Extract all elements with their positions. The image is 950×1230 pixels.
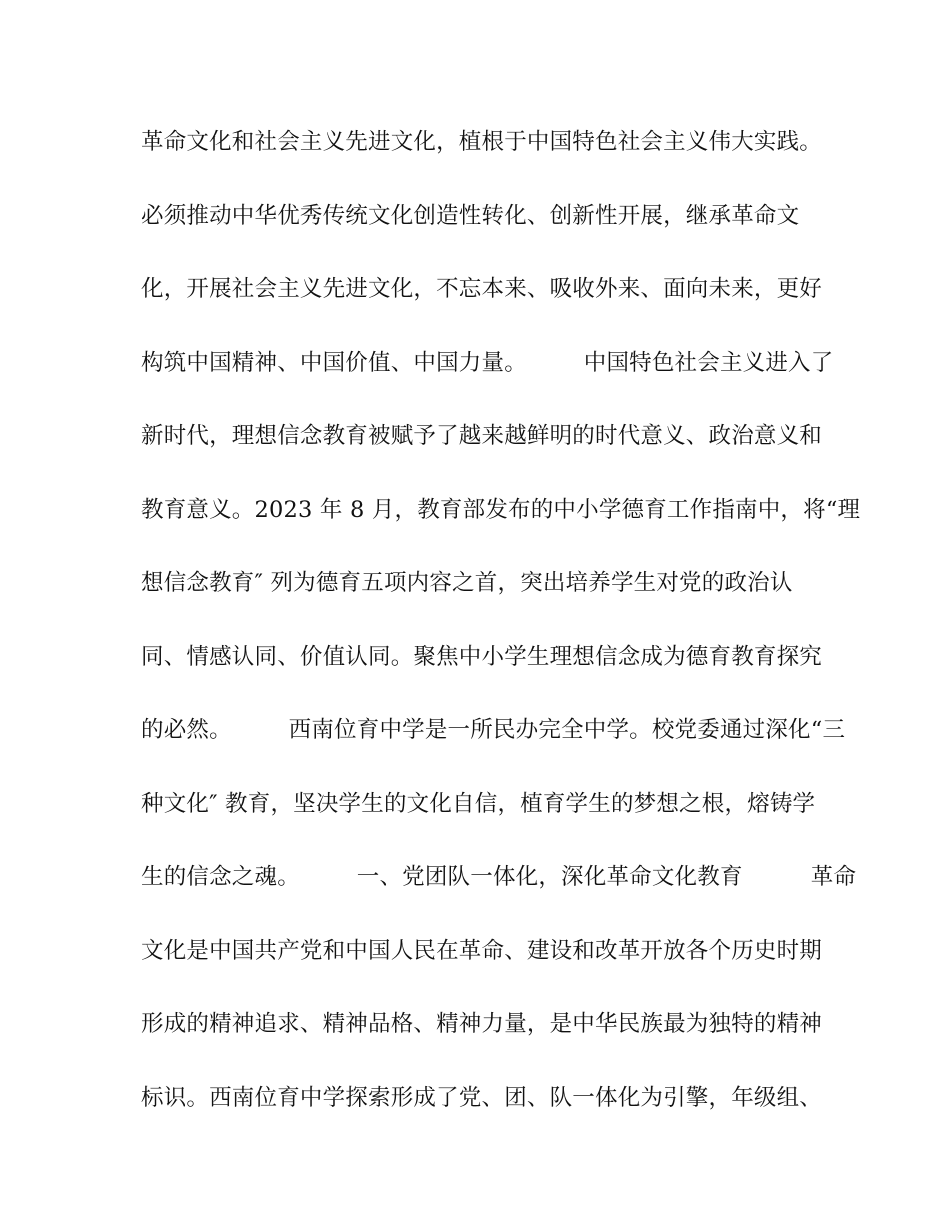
text-line: 同、情感认同、价值认同。聚焦中小学生理想信念成为德育教育探究 — [141, 643, 823, 670]
text-line: 形成的精神追求、精神品格、精神力量，是中华民族最为独特的精神 — [141, 1011, 823, 1037]
text-line: 教育意义。2023 年 8 月，教育部发布的中小学德育工作指南中，将“理 — [141, 496, 861, 523]
text-line: 革命文化和社会主义先进文化，植根于中国特色社会主义伟大实践。 — [141, 129, 823, 155]
body-text — [141, 120, 861, 1149]
text-line: 必须推动中华优秀传统文化创造性转化、创新性开展，继承革命文 — [141, 202, 800, 229]
text-line: 生的信念之魂。 一、党团队一体化，深化革命文化教育 革命 — [141, 864, 857, 890]
text-line: 标识。西南位育中学探索形成了党、团、队一体化为引擎，年级组、 — [141, 1084, 823, 1111]
text-line: 的必然。 西南位育中学是一所民办完全中学。校党委通过深化“三 — [141, 717, 846, 743]
text-line: 新时代，理想信念教育被赋予了越来越鲜明的时代意义、政治意义和 — [141, 423, 823, 449]
text-line: 构筑中国精神、中国价值、中国力量。 中国特色社会主义进入了 — [141, 349, 834, 376]
text-line: 想信念教育″ 列为德育五项内容之首，突出培养学生对党的政治认 — [141, 570, 793, 596]
text-line: 种文化″ 教育，坚决学生的文化自信，植育学生的梦想之根，熔铸学 — [141, 790, 816, 817]
text-line: 文化是中国共产党和中国人民在革命、建设和改革开放各个历史时期 — [141, 937, 823, 964]
text-line: 化，开展社会主义先进文化，不忘本来、吸收外来、面向未来，更好 — [141, 276, 823, 302]
